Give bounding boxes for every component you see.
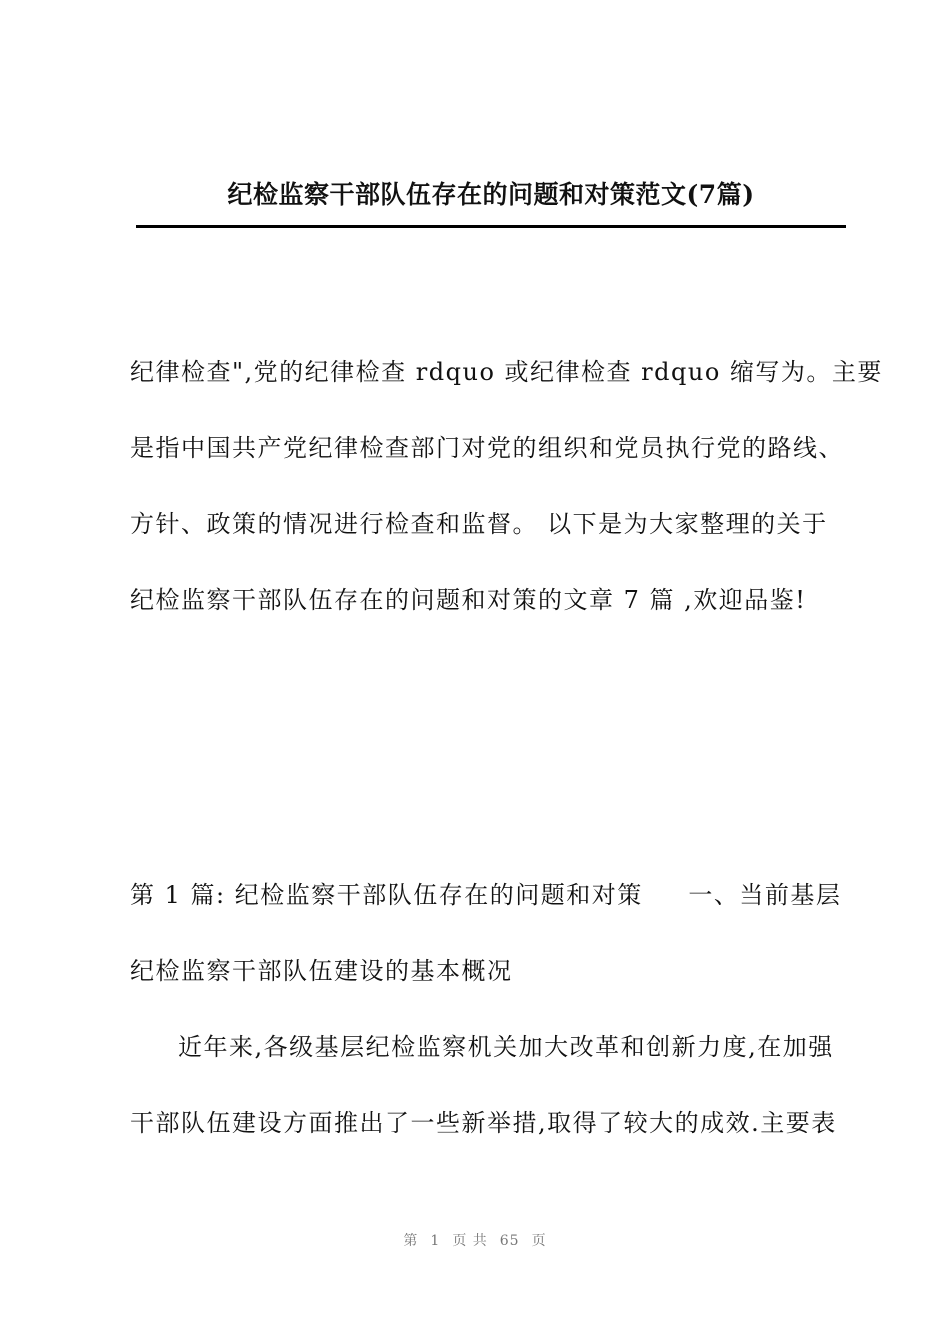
footer-suffix: 页 <box>531 1233 547 1249</box>
footer-prefix: 第 <box>403 1233 419 1249</box>
section-heading-line-1: 第 1 篇: 纪检监察干部队伍存在的问题和对策 一、当前基层 <box>130 881 842 909</box>
page-footer <box>0 1230 950 1250</box>
intro-line-2: 是指中国共产党纪律检查部门对党的组织和党员执行党的路线、 <box>130 434 844 462</box>
document-title: 纪检监察干部队伍存在的问题和对策范文(7篇) <box>227 180 755 209</box>
intro-line-4: 纪检监察干部队伍存在的问题和对策的文章 7 篇 ,欢迎品鉴! <box>130 586 807 614</box>
body-line-1: 近年来,各级基层纪检监察机关加大改革和创新力度,在加强 <box>178 1033 834 1061</box>
title-underline <box>136 225 846 228</box>
intro-line-1: 纪律检查",党的纪律检查 rdquo 或纪律检查 rdquo 缩写为。主要 <box>130 358 883 386</box>
footer-page-number: 1 <box>430 1233 441 1249</box>
footer-total-pages: 65 <box>499 1233 520 1249</box>
section-heading-line-2: 纪检监察干部队伍建设的基本概况 <box>130 957 513 985</box>
body-line-2: 干部队伍建设方面推出了一些新举措,取得了较大的成效.主要表 <box>130 1109 837 1137</box>
intro-line-3: 方针、政策的情况进行检查和监督。 以下是为大家整理的关于 <box>130 510 828 538</box>
footer-middle: 页 共 <box>452 1233 488 1249</box>
